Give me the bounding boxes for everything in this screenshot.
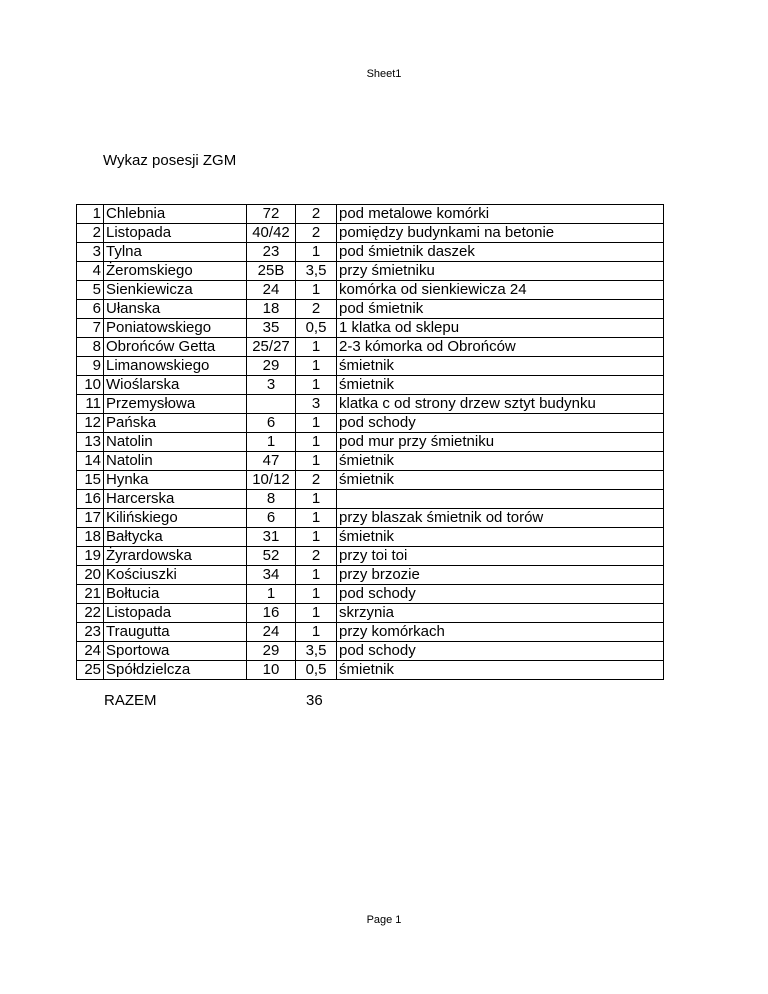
quantity-cell: 3 [296, 395, 337, 414]
property-table-body [77, 205, 664, 680]
street-name-cell: Listopada [104, 604, 247, 623]
location-note-cell: komórka od sienkiewicza 24 [337, 281, 664, 300]
row-number-cell: 21 [77, 585, 104, 604]
table-row [77, 509, 664, 528]
street-name-cell: Limanowskiego [104, 357, 247, 376]
quantity-cell: 2 [296, 224, 337, 243]
table-row [77, 661, 664, 680]
building-number-cell: 29 [247, 357, 296, 376]
row-number-cell: 15 [77, 471, 104, 490]
table-row [77, 471, 664, 490]
street-name-cell: Pańska [104, 414, 247, 433]
location-note-cell: przy blaszak śmietnik od torów [337, 509, 664, 528]
building-number-cell: 16 [247, 604, 296, 623]
street-name-cell: Żyrardowska [104, 547, 247, 566]
location-note-cell: śmietnik [337, 661, 664, 680]
table-row [77, 642, 664, 661]
quantity-cell: 0,5 [296, 319, 337, 338]
quantity-cell: 1 [296, 490, 337, 509]
quantity-cell: 1 [296, 452, 337, 471]
row-number-cell: 7 [77, 319, 104, 338]
quantity-cell: 1 [296, 585, 337, 604]
location-note-cell: pod śmietnik [337, 300, 664, 319]
street-name-cell: Obrońców Getta [104, 338, 247, 357]
table-row [77, 243, 664, 262]
street-name-cell: Traugutta [104, 623, 247, 642]
row-number-cell: 18 [77, 528, 104, 547]
total-label: RAZEM [104, 692, 157, 709]
building-number-cell: 40/42 [247, 224, 296, 243]
location-note-cell: śmietnik [337, 471, 664, 490]
quantity-cell: 1 [296, 528, 337, 547]
table-row [77, 490, 664, 509]
street-name-cell: Harcerska [104, 490, 247, 509]
street-name-cell: Natolin [104, 433, 247, 452]
street-name-cell: Przemysłowa [104, 395, 247, 414]
building-number-cell: 35 [247, 319, 296, 338]
location-note-cell: przy toi toi [337, 547, 664, 566]
row-number-cell: 24 [77, 642, 104, 661]
table-row [77, 528, 664, 547]
building-number-cell: 18 [247, 300, 296, 319]
location-note-cell: pod schody [337, 642, 664, 661]
quantity-cell: 1 [296, 623, 337, 642]
building-number-cell [247, 395, 296, 414]
quantity-cell: 1 [296, 281, 337, 300]
table-row [77, 262, 664, 281]
total-value: 36 [306, 692, 323, 709]
table-row [77, 452, 664, 471]
document-title: Wykaz posesji ZGM [103, 152, 237, 169]
quantity-cell: 1 [296, 433, 337, 452]
quantity-cell: 2 [296, 471, 337, 490]
street-name-cell: Bałtycka [104, 528, 247, 547]
quantity-cell: 2 [296, 300, 337, 319]
building-number-cell: 10/12 [247, 471, 296, 490]
row-number-cell: 6 [77, 300, 104, 319]
location-note-cell: pod schody [337, 414, 664, 433]
street-name-cell: Natolin [104, 452, 247, 471]
table-row [77, 338, 664, 357]
table-row [77, 395, 664, 414]
quantity-cell: 0,5 [296, 661, 337, 680]
table-row [77, 414, 664, 433]
building-number-cell: 47 [247, 452, 296, 471]
street-name-cell: Bołtucia [104, 585, 247, 604]
table-row [77, 357, 664, 376]
table-row [77, 433, 664, 452]
row-number-cell: 3 [77, 243, 104, 262]
location-note-cell: przy brzozie [337, 566, 664, 585]
location-note-cell: pomiędzy budynkami na betonie [337, 224, 664, 243]
row-number-cell: 16 [77, 490, 104, 509]
row-number-cell: 1 [77, 205, 104, 224]
location-note-cell: przy śmietniku [337, 262, 664, 281]
street-name-cell: Hynka [104, 471, 247, 490]
building-number-cell: 52 [247, 547, 296, 566]
location-note-cell: śmietnik [337, 357, 664, 376]
table-row [77, 376, 664, 395]
street-name-cell: Chlebnia [104, 205, 247, 224]
quantity-cell: 1 [296, 376, 337, 395]
building-number-cell: 1 [247, 433, 296, 452]
building-number-cell: 24 [247, 281, 296, 300]
street-name-cell: Żeromskiego [104, 262, 247, 281]
page-number-footer: Page 1 [366, 914, 402, 926]
row-number-cell: 12 [77, 414, 104, 433]
quantity-cell: 3,5 [296, 642, 337, 661]
building-number-cell: 31 [247, 528, 296, 547]
location-note-cell: 1 klatka od sklepu [337, 319, 664, 338]
street-name-cell: Spółdzielcza [104, 661, 247, 680]
row-number-cell: 22 [77, 604, 104, 623]
quantity-cell: 1 [296, 566, 337, 585]
street-name-cell: Wioślarska [104, 376, 247, 395]
location-note-cell: skrzynia [337, 604, 664, 623]
table-row [77, 300, 664, 319]
row-number-cell: 9 [77, 357, 104, 376]
row-number-cell: 19 [77, 547, 104, 566]
table-row [77, 566, 664, 585]
street-name-cell: Sportowa [104, 642, 247, 661]
table-row [77, 319, 664, 338]
location-note-cell: śmietnik [337, 376, 664, 395]
location-note-cell: przy komórkach [337, 623, 664, 642]
street-name-cell: Ułanska [104, 300, 247, 319]
row-number-cell: 17 [77, 509, 104, 528]
row-number-cell: 5 [77, 281, 104, 300]
row-number-cell: 10 [77, 376, 104, 395]
building-number-cell: 1 [247, 585, 296, 604]
row-number-cell: 11 [77, 395, 104, 414]
location-note-cell: klatka c od strony drzew sztyt budynku [337, 395, 664, 414]
quantity-cell: 2 [296, 547, 337, 566]
quantity-cell: 3,5 [296, 262, 337, 281]
row-number-cell: 4 [77, 262, 104, 281]
table-row [77, 604, 664, 623]
row-number-cell: 20 [77, 566, 104, 585]
quantity-cell: 1 [296, 604, 337, 623]
row-number-cell: 14 [77, 452, 104, 471]
building-number-cell: 3 [247, 376, 296, 395]
location-note-cell: pod mur przy śmietniku [337, 433, 664, 452]
building-number-cell: 23 [247, 243, 296, 262]
quantity-cell: 1 [296, 338, 337, 357]
building-number-cell: 24 [247, 623, 296, 642]
location-note-cell: pod metalowe komórki [337, 205, 664, 224]
table-row [77, 205, 664, 224]
building-number-cell: 10 [247, 661, 296, 680]
sheet-name-header: Sheet1 [366, 68, 402, 80]
row-number-cell: 2 [77, 224, 104, 243]
location-note-cell: 2-3 kómorka od Obrońców [337, 338, 664, 357]
street-name-cell: Kościuszki [104, 566, 247, 585]
row-number-cell: 23 [77, 623, 104, 642]
building-number-cell: 25B [247, 262, 296, 281]
building-number-cell: 8 [247, 490, 296, 509]
street-name-cell: Poniatowskiego [104, 319, 247, 338]
building-number-cell: 72 [247, 205, 296, 224]
row-number-cell: 13 [77, 433, 104, 452]
building-number-cell: 29 [247, 642, 296, 661]
location-note-cell: śmietnik [337, 452, 664, 471]
location-note-cell: pod śmietnik daszek [337, 243, 664, 262]
street-name-cell: Sienkiewicza [104, 281, 247, 300]
building-number-cell: 6 [247, 414, 296, 433]
location-note-cell: śmietnik [337, 528, 664, 547]
street-name-cell: Listopada [104, 224, 247, 243]
table-row [77, 281, 664, 300]
building-number-cell: 6 [247, 509, 296, 528]
quantity-cell: 2 [296, 205, 337, 224]
property-table [76, 204, 664, 680]
row-number-cell: 8 [77, 338, 104, 357]
building-number-cell: 34 [247, 566, 296, 585]
table-row [77, 623, 664, 642]
building-number-cell: 25/27 [247, 338, 296, 357]
location-note-cell [337, 490, 664, 509]
quantity-cell: 1 [296, 357, 337, 376]
quantity-cell: 1 [296, 243, 337, 262]
table-row [77, 547, 664, 566]
row-number-cell: 25 [77, 661, 104, 680]
street-name-cell: Kilińskiego [104, 509, 247, 528]
quantity-cell: 1 [296, 414, 337, 433]
location-note-cell: pod schody [337, 585, 664, 604]
table-row [77, 585, 664, 604]
table-row [77, 224, 664, 243]
street-name-cell: Tylna [104, 243, 247, 262]
quantity-cell: 1 [296, 509, 337, 528]
